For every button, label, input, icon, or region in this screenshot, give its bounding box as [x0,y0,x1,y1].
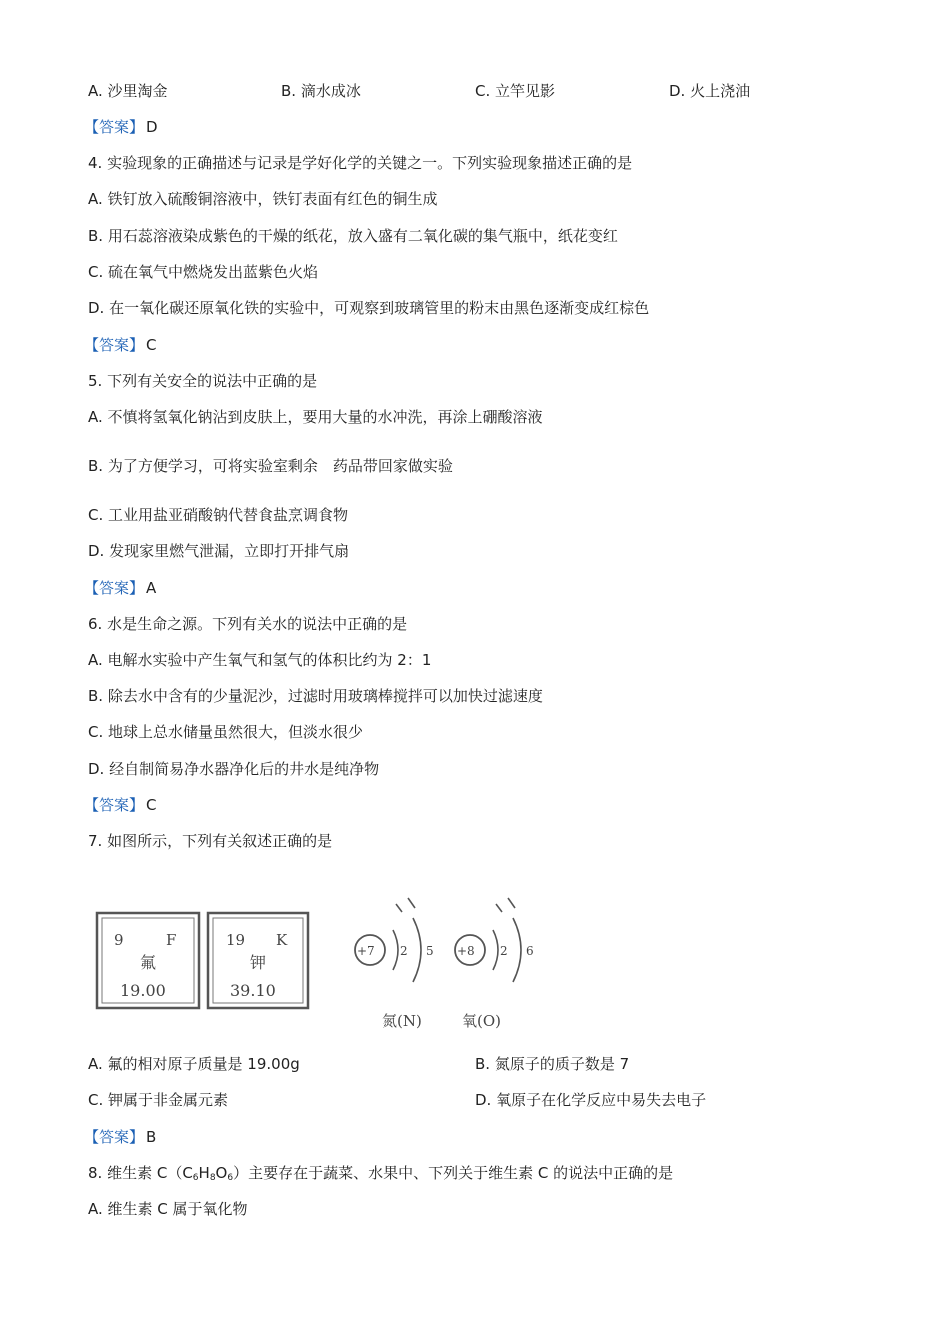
q8-stem-prefix: 8. 维生素 C（C [88,1164,193,1182]
q7-option-a: A. 氟的相对原子质量是 19.00g [88,1055,300,1073]
answer-value: B [146,1128,157,1146]
q5-option-a: A. 不慎将氢氧化钠沾到皮肤上，要用大量的水冲洗，再涂上硼酸溶液 [88,408,543,426]
q7-option-d: D. 氧原子在化学反应中易失去电子 [475,1091,707,1109]
formula-sub-o: 6 [227,1173,234,1183]
q7-option-c: C. 钾属于非金属元素 [88,1091,229,1109]
fluorine-name: 氟 [140,953,157,972]
q6-answer [84,795,157,815]
nitrogen-atom-diagram [355,898,434,1030]
q4-stem: 4. 实验现象的正确描述与记录是学好化学的关键之一。下列实验现象描述正确的是 [88,154,633,172]
q6-option-a: A. 电解水实验中产生氧气和氢气的体积比约为 2：1 [88,651,432,669]
q6-option-d: D. 经自制简易净水器净化后的井水是纯净物 [88,760,380,778]
fluorine-mass: 19.00 [120,981,166,1000]
potassium-number: 19 [226,931,246,949]
potassium-mass: 39.10 [230,981,276,1000]
q6-stem: 6. 水是生命之源。下列有关水的说法中正确的是 [88,615,408,633]
oxygen-atom-diagram [455,898,534,1030]
q4-option-c: C. 硫在氧气中燃烧发出蓝紫色火焰 [88,263,319,281]
q5-answer [84,578,156,598]
q3-option-d: D. 火上浇油 [669,82,751,100]
answer-value: D [146,118,158,136]
q4-option-b: B. 用石蕊溶液染成紫色的干燥的纸花，放入盛有二氧化碳的集气瓶中，纸花变红 [88,227,618,245]
oxygen-label: 氧(O) [462,1012,502,1030]
fluorine-symbol: F [166,931,177,949]
q3-option-a: A. 沙里淘金 [88,82,168,100]
q4-answer [84,335,157,355]
q7-figure [90,888,560,1038]
q8-stem [88,1163,673,1188]
q8-stem-suffix: ）主要存在于蔬菜、水果中、下列关于维生素 C 的说法中正确的是 [233,1164,674,1182]
potassium-element-card [208,913,308,1008]
q7-stem: 7. 如图所示，下列有关叙述正确的是 [88,832,333,850]
answer-label: 【答案】 [84,579,145,597]
fluorine-element-card [97,913,199,1008]
fluorine-number: 9 [114,931,124,949]
oxygen-shell2: 6 [526,944,534,958]
q3-option-b: B. 滴水成冰 [281,82,361,100]
oxygen-nucleus: +8 [457,944,475,958]
q4-option-d: D. 在一氧化碳还原氧化铁的实验中，可观察到玻璃管里的粉末由黑色逐渐变成红棕色 [88,299,650,317]
q3-answer [84,117,158,137]
answer-value: C [146,796,157,814]
formula-sub-h: 8 [209,1173,216,1183]
q5-stem: 5. 下列有关安全的说法中正确的是 [88,372,318,390]
nitrogen-shell1: 2 [400,944,408,958]
nitrogen-nucleus: +7 [357,944,375,958]
answer-label: 【答案】 [84,796,145,814]
q5-option-b: B. 为了方便学习，可将实验室剩余 药品带回家做实验 [88,457,453,475]
answer-label: 【答案】 [84,1128,145,1146]
formula-h: H [198,1164,210,1182]
q5-option-d: D. 发现家里燃气泄漏，立即打开排气扇 [88,542,350,560]
oxygen-shell1: 2 [500,944,508,958]
q7-answer [84,1127,156,1147]
formula-o: O [215,1164,228,1182]
potassium-name: 钾 [250,953,267,972]
q3-option-c: C. 立竿见影 [475,82,556,100]
answer-label: 【答案】 [84,118,145,136]
answer-label: 【答案】 [84,336,145,354]
answer-value: C [146,336,157,354]
q7-option-b: B. 氮原子的质子数是 7 [475,1055,630,1073]
q5-option-c: C. 工业用盐亚硝酸钠代替食盐烹调食物 [88,506,349,524]
formula-sub-c: 6 [192,1173,199,1183]
q4-option-a: A. 铁钉放入硫酸铜溶液中，铁钉表面有红色的铜生成 [88,190,438,208]
q6-option-b: B. 除去水中含有的少量泥沙，过滤时用玻璃棒搅拌可以加快过滤速度 [88,687,543,705]
nitrogen-shell2: 5 [426,944,434,958]
q8-option-a: A. 维生素 C 属于氧化物 [88,1200,248,1218]
nitrogen-label: 氮(N) [382,1012,422,1030]
q6-option-c: C. 地球上总水储量虽然很大，但淡水很少 [88,723,364,741]
answer-value: A [146,579,157,597]
potassium-symbol: K [276,931,288,949]
